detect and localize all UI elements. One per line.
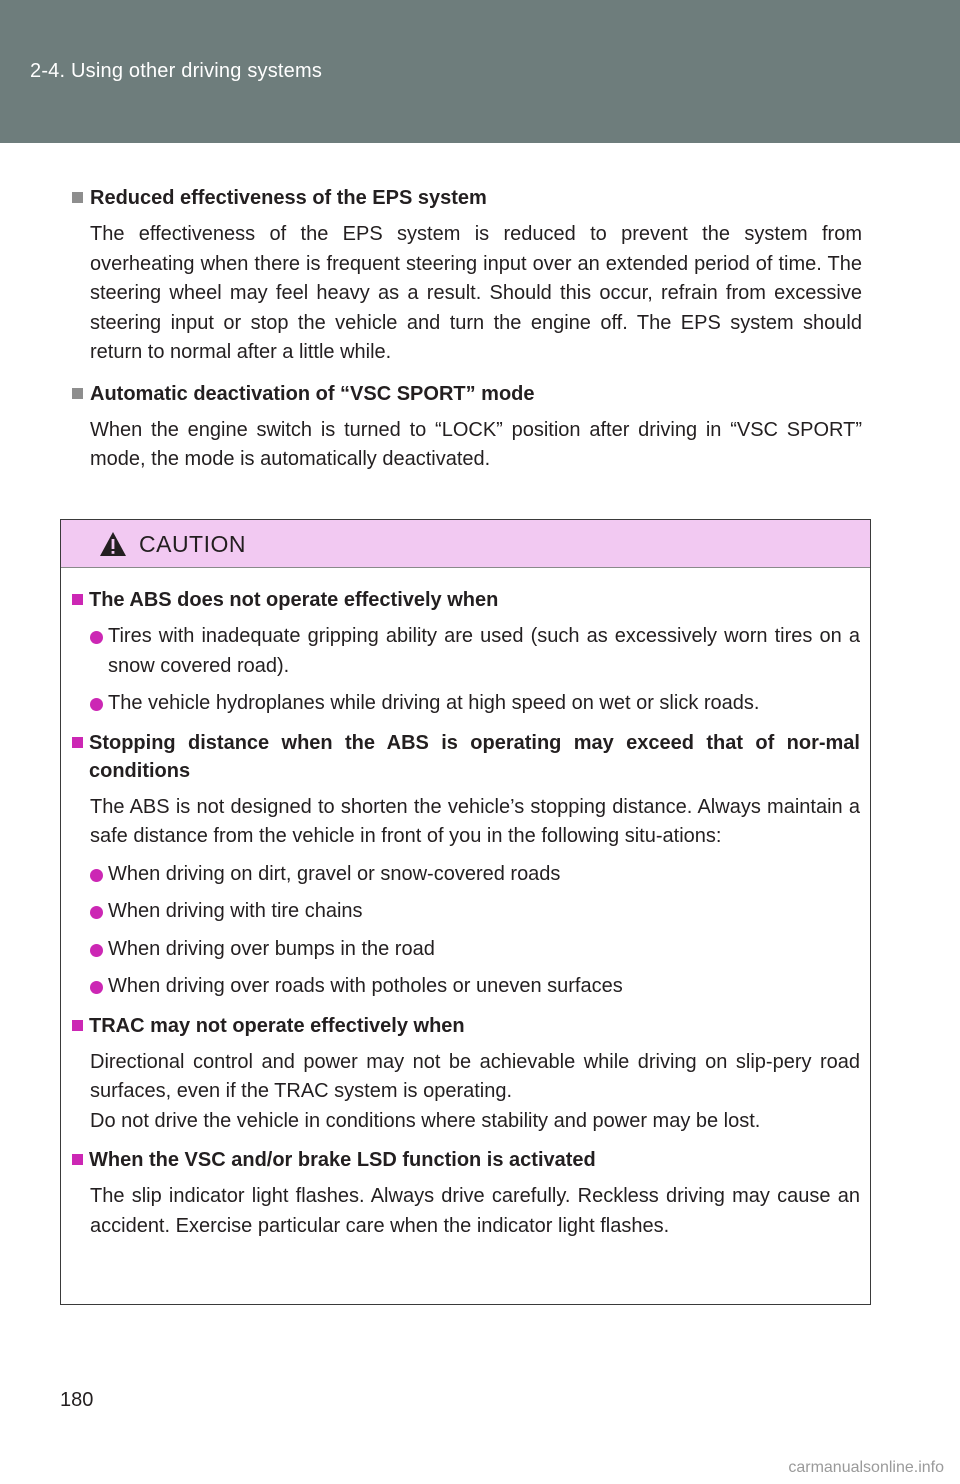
page-number: 180 <box>60 1389 94 1411</box>
caution-paragraph: Directional control and power may not be achievable while driving on slip-pery road surfaces, even if the TRAC system is operating. <box>90 1050 860 1102</box>
list-item-text: When driving on dirt, gravel or snow-covered roads <box>108 862 561 885</box>
caution-paragraph: The ABS is not designed to shorten the vehicle’s stopping distance. Always maintain a safe distance from the vehicle in front of you in the following situ-ations: <box>90 795 860 847</box>
list-item-text: The vehicle hydroplanes while driving at high speed on wet or slick roads. <box>108 692 760 714</box>
caution-heading <box>72 586 860 614</box>
page-header <box>0 0 960 143</box>
list-item-text: Tires with inadequate gripping ability are used (such as excessively worn tires on a snow covered road). <box>108 625 860 677</box>
square-bullet-icon <box>72 1154 83 1165</box>
watermark: carmanualsonline.info <box>788 1459 944 1476</box>
caution-body <box>72 586 860 1241</box>
list-item-text: When driving over roads with potholes or uneven surfaces <box>108 975 623 997</box>
list-item <box>72 972 860 1002</box>
square-bullet-icon <box>72 1020 83 1031</box>
list-item <box>72 935 860 965</box>
heading-text: Stopping distance when the ABS is operating may exceed that of nor-mal conditions <box>89 731 860 782</box>
caution-heading <box>72 1146 860 1174</box>
caution-paragraph: The slip indicator light flashes. Always drive carefully. Reckless driving may cause an accident. Exercise particular care when the indicator light flashes. <box>90 1185 860 1237</box>
list-item-text: When driving with tire chains <box>108 900 363 922</box>
section-heading <box>72 184 862 212</box>
caution-paragraph: Do not drive the vehicle in conditions where stability and power may be lost. <box>90 1109 761 1132</box>
heading-text: The ABS does not operate effectively when <box>89 589 499 611</box>
warning-triangle-icon <box>99 531 127 557</box>
list-item <box>72 689 860 719</box>
square-bullet-icon <box>72 594 83 605</box>
caution-heading <box>72 729 860 785</box>
caution-heading <box>72 1012 860 1040</box>
square-bullet-icon <box>72 192 83 203</box>
caution-box <box>60 519 871 1305</box>
section-paragraph: When the engine switch is turned to “LOCK” position after driving in “VSC SPORT” mode, the mode is automatically deactivated. <box>90 418 862 470</box>
heading-text: Automatic deactivation of “VSC SPORT” mode <box>90 382 535 405</box>
round-bullet-icon <box>90 869 103 882</box>
section-heading <box>72 380 862 408</box>
square-bullet-icon <box>72 737 83 748</box>
list-item-text: When driving over bumps in the road <box>108 937 435 960</box>
main-content <box>72 184 862 475</box>
heading-text: Reduced effectiveness of the EPS system <box>90 187 487 209</box>
round-bullet-icon <box>90 944 103 957</box>
heading-text: When the VSC and/or brake LSD function is activated <box>89 1149 596 1171</box>
caution-header <box>61 520 870 568</box>
list-item <box>72 897 860 927</box>
section-paragraph: The effectiveness of the EPS system is reduced to prevent the system from overheating when there is frequent steering input over an extended period of time. The steering wheel may feel heavy as a result. Should this occur, refrain from excessive steering input or stop the vehicle and turn the engine off. The EPS system should return to normal after a little while. <box>90 223 862 363</box>
round-bullet-icon <box>90 981 103 994</box>
round-bullet-icon <box>90 698 103 711</box>
section-title: 2-4. Using other driving systems <box>30 60 323 82</box>
square-bullet-icon <box>72 388 83 399</box>
round-bullet-icon <box>90 906 103 919</box>
list-item <box>72 860 860 890</box>
round-bullet-icon <box>90 631 103 644</box>
caution-title: CAUTION <box>139 531 246 557</box>
heading-text: TRAC may not operate effectively when <box>89 1014 465 1037</box>
list-item <box>72 622 860 681</box>
